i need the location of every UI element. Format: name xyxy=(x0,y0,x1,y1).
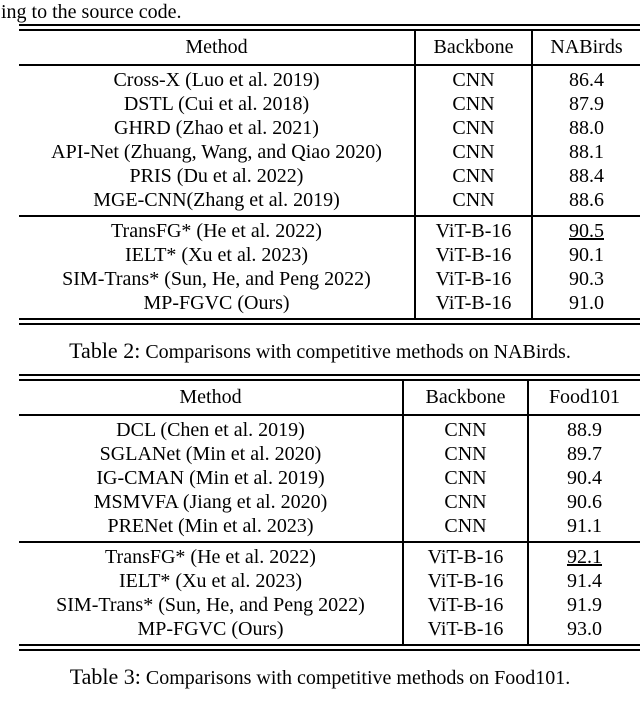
score-cell: 90.1 xyxy=(532,243,640,267)
backbone-cell: CNN xyxy=(415,164,532,188)
method-cell: TransFG* (He et al. 2022) xyxy=(105,546,316,568)
method-cell: MP-FGVC (Ours) xyxy=(19,291,415,322)
method-cell: PRENet (Min et al. 2023) xyxy=(19,514,403,542)
backbone-cell: CNN xyxy=(415,188,532,216)
method-cell: GHRD (Zhao et al. 2021) xyxy=(114,117,319,139)
table2-caption-label: Table 2: xyxy=(69,338,141,363)
table-row xyxy=(19,164,640,188)
backbone-cell: ViT-B-16 xyxy=(403,569,528,593)
backbone-cell: CNN xyxy=(415,140,532,164)
method-cell: TransFG* (He et al. 2022) xyxy=(111,220,322,242)
table-row xyxy=(19,92,640,116)
backbone-cell: CNN xyxy=(415,92,532,116)
backbone-cell: CNN xyxy=(403,415,528,442)
table2-caption xyxy=(0,338,640,365)
table-row xyxy=(19,188,640,216)
score-column-header: Food101 xyxy=(528,378,640,416)
backbone-cell: ViT-B-16 xyxy=(415,291,532,322)
backbone-column-header: Backbone xyxy=(403,378,528,416)
table-row xyxy=(19,490,640,514)
method-cell: IELT* (Xu et al. 2023) xyxy=(124,244,309,266)
table-row xyxy=(19,65,640,92)
score-cell: 90.3 xyxy=(532,267,640,291)
method-column-header: Method xyxy=(19,378,403,416)
score-cell: 88.9 xyxy=(528,415,640,442)
backbone-cell: CNN xyxy=(403,466,528,490)
score-cell: 87.9 xyxy=(532,92,640,116)
score-cell-second-best: 90.5 xyxy=(532,216,640,243)
score-cell: 90.4 xyxy=(528,466,640,490)
backbone-cell: ViT-B-16 xyxy=(403,617,528,648)
score-cell: 91.1 xyxy=(528,514,640,542)
method-cell: Cross-X (Luo et al. 2019) xyxy=(113,69,320,91)
table3-caption-text: Comparisons with competitive methods on Food101. xyxy=(145,667,571,689)
method-cell: IELT* (Xu et al. 2023) xyxy=(118,570,303,592)
body-text-fragment: ing to the source code. xyxy=(1,1,182,23)
method-cell: SIM-Trans* (Sun, He, and Peng 2022) xyxy=(56,594,365,616)
table-row xyxy=(19,593,640,617)
table2-caption-text: Comparisons with competitive methods on NABirds. xyxy=(145,341,571,363)
table-row xyxy=(19,514,640,542)
score-cell: 89.7 xyxy=(528,442,640,466)
table-row xyxy=(19,291,640,322)
table-row xyxy=(19,617,640,648)
backbone-cell: ViT-B-16 xyxy=(415,243,532,267)
table-row xyxy=(19,216,640,243)
score-cell-second-best: 92.1 xyxy=(528,542,640,569)
table-row xyxy=(19,466,640,490)
score-cell: 88.1 xyxy=(532,140,640,164)
method-cell: DSTL (Cui et al. 2018) xyxy=(123,93,310,115)
backbone-cell: CNN xyxy=(415,116,532,140)
table-row xyxy=(19,542,640,569)
table-row xyxy=(19,267,640,291)
score-cell: 91.9 xyxy=(528,593,640,617)
score-cell-best: 93.0 xyxy=(528,617,640,648)
table-row xyxy=(19,140,640,164)
score-cell: 90.6 xyxy=(528,490,640,514)
backbone-cell: ViT-B-16 xyxy=(415,267,532,291)
method-cell: SIM-Trans* (Sun, He, and Peng 2022) xyxy=(62,268,371,290)
method-column-header: Method xyxy=(19,28,415,66)
score-cell: 88.6 xyxy=(532,188,640,216)
table-row xyxy=(19,243,640,267)
backbone-cell: CNN xyxy=(403,514,528,542)
method-cell: IG-CMAN (Min et al. 2019) xyxy=(96,467,325,489)
backbone-cell: ViT-B-16 xyxy=(403,593,528,617)
method-cell: API-Net (Zhuang, Wang, and Qiao 2020) xyxy=(51,141,382,163)
backbone-cell: ViT-B-16 xyxy=(415,216,532,243)
score-cell: 86.4 xyxy=(532,65,640,92)
method-cell: DCL (Chen et al. 2019) xyxy=(116,419,305,441)
method-cell: PRIS (Du et al. 2022) xyxy=(129,165,304,187)
table-row xyxy=(19,116,640,140)
score-column-header: NABirds xyxy=(532,28,640,66)
nabirds-table xyxy=(19,24,640,325)
score-cell: 91.4 xyxy=(528,569,640,593)
food101-table xyxy=(19,374,640,651)
score-cell: 88.4 xyxy=(532,164,640,188)
backbone-cell: CNN xyxy=(403,490,528,514)
backbone-cell: CNN xyxy=(403,442,528,466)
table-row xyxy=(19,569,640,593)
score-cell: 88.0 xyxy=(532,116,640,140)
table3-caption-label: Table 3: xyxy=(69,664,141,689)
backbone-cell: ViT-B-16 xyxy=(403,542,528,569)
method-cell: MGE-CNN(Zhang et al. 2019) xyxy=(19,188,415,216)
method-cell: SGLANet (Min et al. 2020) xyxy=(99,443,322,465)
backbone-cell: CNN xyxy=(415,65,532,92)
header-row xyxy=(19,378,640,416)
table-row xyxy=(19,442,640,466)
score-cell-best: 91.0 xyxy=(532,291,640,322)
method-cell: MP-FGVC (Ours) xyxy=(19,617,403,648)
header-row xyxy=(19,28,640,66)
method-cell: MSMVFA (Jiang et al. 2020) xyxy=(93,491,328,513)
table-row xyxy=(19,415,640,442)
table3-caption xyxy=(0,664,640,691)
backbone-column-header: Backbone xyxy=(415,28,532,66)
